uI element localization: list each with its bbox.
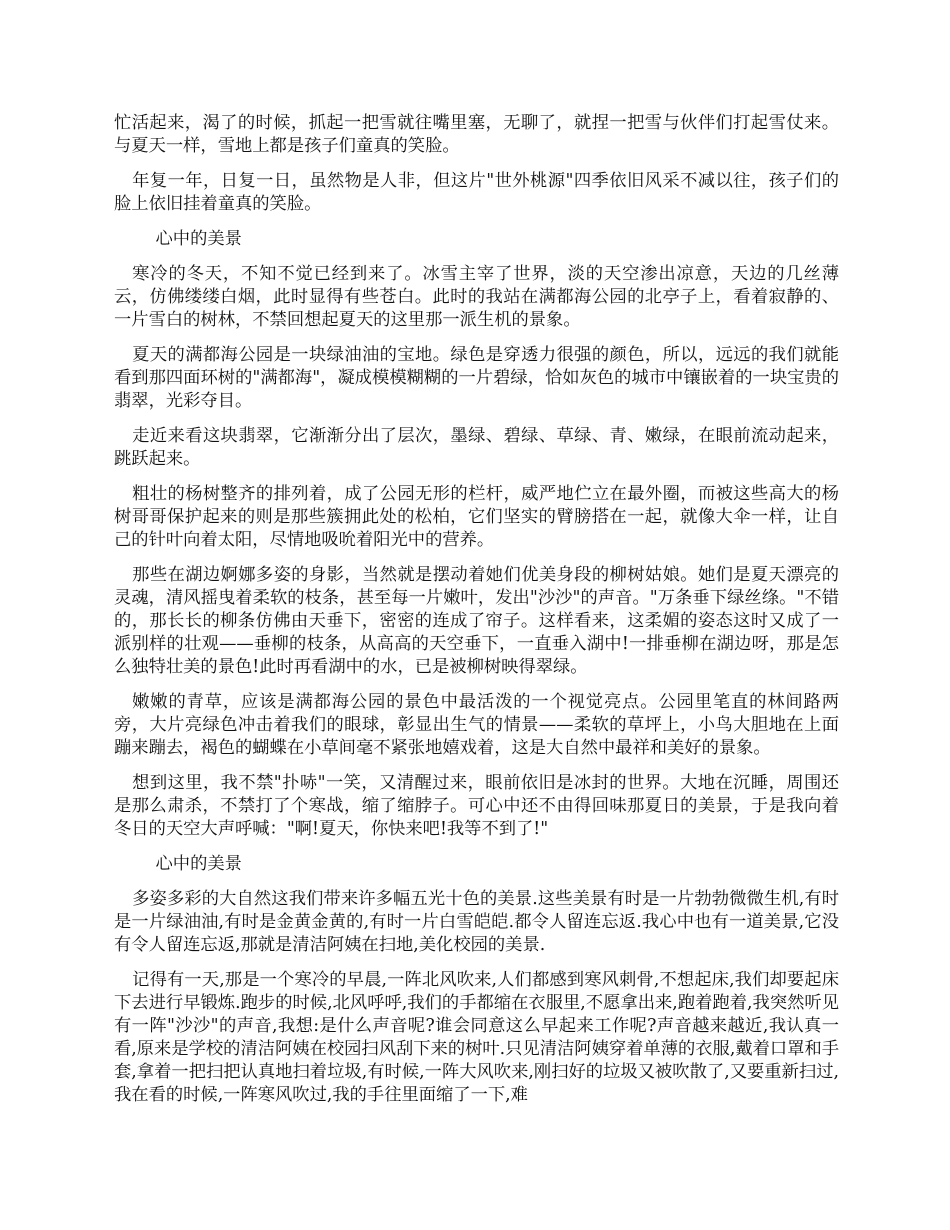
paragraph: 粗壮的杨树整齐的排列着，成了公园无形的栏杆，威严地伫立在最外圈，而被这些高大的杨树哥哥保护起来的则是那些簇拥此处的松柏，它们坚实的臂膀搭在一起，就像大伞一样，让自己的针叶向着太阳，尽情地吸吮着阳光中的营养。: [114, 484, 839, 550]
paragraph: 想到这里，我不禁"扑哧"一笑，又清醒过来，眼前依旧是冰封的世界。大地在沉睡，周围还是那么肃杀，不禁打了个寒战，缩了缩脖子。可心中还不由得回味那夏日的美景，于是我向着冬日的天空大声呼喊："啊!夏天，你快来吧!我等不到了!": [114, 773, 839, 839]
section-heading: 心中的美景: [155, 229, 242, 249]
paragraph: 走近来看这块翡翠，它渐渐分出了层次，墨绿、碧绿、草绿、青、嫩绿，在眼前流动起来，跳跃起来。: [114, 426, 839, 469]
paragraph: 忙活起来，渴了的时候，抓起一把雪就往嘴里塞，无聊了，就捏一把雪与伙伴们打起雪仗来。与夏天一样，雪地上都是孩子们童真的笑脸。: [114, 113, 839, 156]
paragraph: 那些在湖边婀娜多姿的身影，当然就是摆动着她们优美身段的柳树姑娘。她们是夏天漂亮的灵魂，清风摇曳着柔软的枝条，甚至每一片嫩叶，发出"沙沙"的声音。"万条垂下绿丝绦。"不错的，那长长的柳条仿佛由天垂下，密密的连成了帘子。这样看来，这柔媚的姿态这时又成了一派别样的壮观——垂柳的枝条，从高高的天空垂下，一直垂入湖中!一排垂柳在湖边呀，那是怎么独特壮美的景色!此时再看湖中的水，已是被柳树映得翠绿。: [114, 565, 839, 677]
document-body: [114, 112, 839, 1119]
paragraph: 年复一年，日复一日，虽然物是人非，但这片"世外桃源"四季依旧风采不减以往，孩子们的脸上依旧挂着童真的笑脸。: [114, 171, 839, 214]
paragraph: 记得有一天,那是一个寒冷的早晨,一阵北风吹来,人们都感到寒风刺骨,不想起床,我们却要起床下去进行早锻炼.跑步的时候,北风呼呼,我们的手都缩在衣服里,不愿拿出来,跑着跑着,我突然听见有一阵"沙沙"的声音,我想:是什么声音呢?谁会同意这么早起来工作呢?声音越来越近,我认真一看,原来是学校的清洁阿姨在校园扫风刮下来的树叶.只见清洁阿姨穿着单薄的衣服,戴着口罩和手套,拿着一把扫把认真地扫着垃圾,有时候,一阵大风吹来,刚扫好的垃圾又被吹散了,又要重新扫过,我在看的时候,一阵寒风吹过,我的手往里面缩了一下,难: [114, 970, 840, 1105]
paragraph: 多姿多彩的大自然这我们带来许多幅五光十色的美景.这些美景有时是一片勃勃微微生机,有时是一片绿油油,有时是金黄金黄的,有时一片白雪皑皑.都令人留连忘返.我心中也有一道美景,它没有令人留连忘返,那就是清洁阿姨在扫地,美化校园的美景.: [114, 889, 839, 955]
section-heading: 心中的美景: [155, 854, 242, 874]
paragraph: 寒冷的冬天，不知不觉已经到来了。冰雪主宰了世界，淡的天空渗出凉意，天边的几丝薄云，仿佛缕缕白烟，此时显得有些苍白。此时的我站在满都海公园的北亭子上，看着寂静的、一片雪白的树林，不禁回想起夏天的这里那一派生机的景象。: [114, 264, 839, 330]
paragraph: 夏天的满都海公园是一块绿油油的宝地。绿色是穿透力很强的颜色，所以，远远的我们就能看到那四面环树的"满都海"，凝成模模糊糊的一片碧绿，恰如灰色的城市中镶嵌着的一块宝贵的翡翠，光彩夺目。: [114, 345, 839, 411]
paragraph: 嫩嫩的青草，应该是满都海公园的景色中最活泼的一个视觉亮点。公园里笔直的林间路两旁，大片亮绿色冲击着我们的眼球，彰显出生气的情景——柔软的草坪上，小鸟大胆地在上面蹦来蹦去，褐色的蝴蝶在小草间毫不紧张地嬉戏着，这是大自然中最祥和美好的景象。: [114, 692, 839, 758]
